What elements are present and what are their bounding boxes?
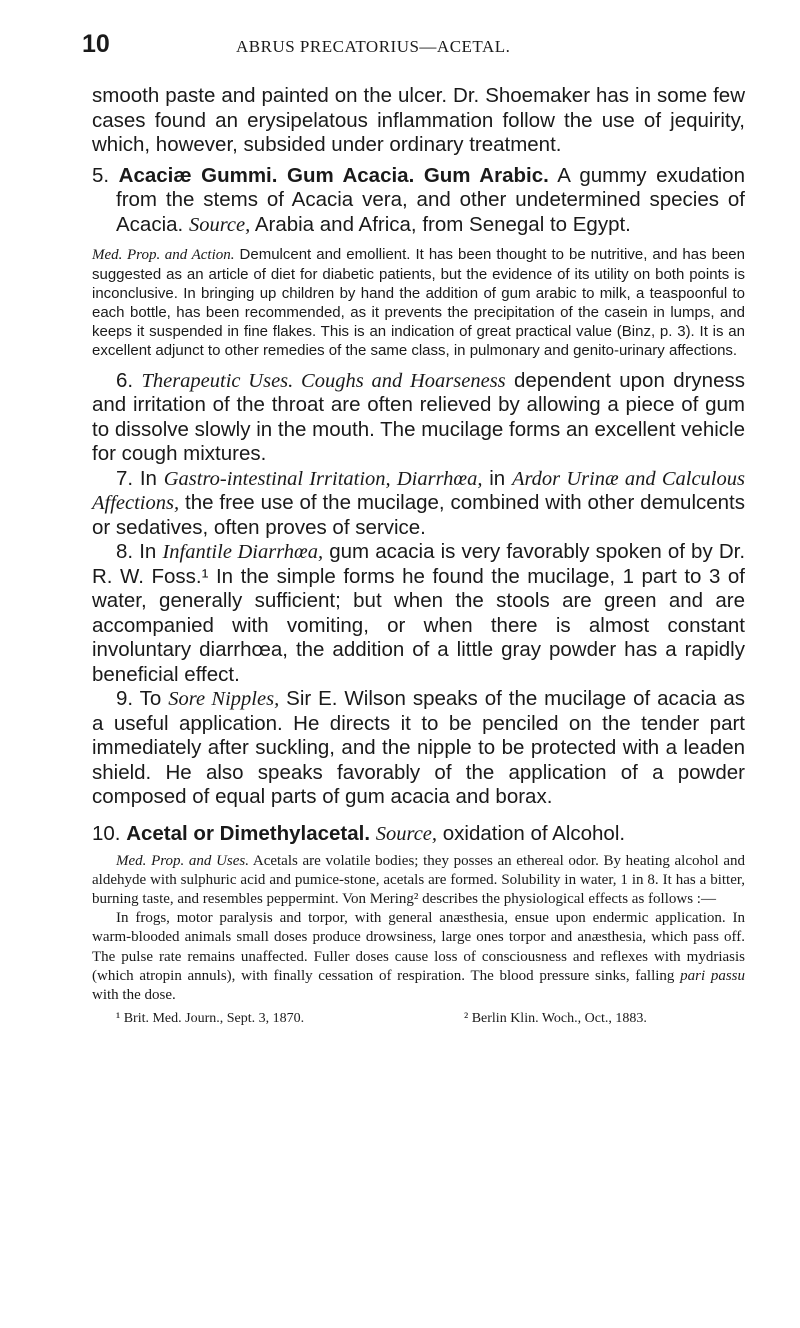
- acacia-med-label: Med. Prop. and Action.: [92, 247, 235, 263]
- acacia-source: Arabia and Africa, from Senegal to Egypt.: [254, 212, 631, 236]
- running-title: ABRUS PRECATORIUS—ACETAL.: [236, 37, 511, 56]
- use-item: [92, 467, 745, 541]
- acacia-source-label: Source,: [188, 213, 251, 236]
- acacia-med-prop: [92, 245, 745, 361]
- acetal-med-prop: [92, 852, 745, 909]
- acetal-frogs-text: In frogs, motor paralysis and torpor, with general anæsthesia, ensue upon endermic application. In warm-blooded animals small doses produce drowsiness, large ones torpor and anæsthesia, which pass off. The pulse rate remains unaffected. Fuller doses cause loss of consciousness and reflexes with mydriasis (which atropin annuls), with finally cessation of respiration. The blood pressure sinks, falling: [92, 910, 745, 984]
- acacia-entry: [92, 164, 745, 238]
- use-number: 7.: [116, 466, 134, 490]
- acetal-frogs-end: with the dose.: [92, 986, 176, 1003]
- footnotes: [92, 1009, 745, 1028]
- acacia-title: Acaciæ Gummi. Gum Acacia. Gum Arabic.: [118, 163, 549, 187]
- use-lead: In: [139, 466, 157, 490]
- use-lead: To: [139, 687, 162, 711]
- acetal-frogs-paragraph: [92, 909, 745, 1004]
- footnote: ¹ Brit. Med. Journ., Sept. 3, 1870.: [116, 1010, 305, 1026]
- acetal-number: 10.: [92, 821, 121, 845]
- acetal-title: Acetal or Dimethylacetal.: [126, 821, 371, 845]
- use-item: [92, 540, 745, 687]
- acetal-source: oxidation of Alcohol.: [442, 821, 626, 845]
- use-text: the free use of the mucilage, combined with other demulcents or sedatives, often proves of service.: [92, 491, 745, 539]
- use-number: 9.: [116, 687, 134, 711]
- use-lead: In: [139, 540, 157, 564]
- use-text: dependent upon dryness and irritation of the throat are often relieved by allowing a piece of gum to dissolve slowly in the mouth. The mucilage forms an excellent vehicle for cough mixtures.: [92, 368, 745, 466]
- acacia-med-text: Demulcent and emollient. It has been thought to be nutritive, and has been suggested as an article of diet for diabetic patients, but the evidence of its utility on both points is inconclusive. In bringing up children by hand the addition of gum arabic to milk, a teaspoonful to each bottle, has been recommended, as it prevents the precipitation of the casein in lumps, and keeps it suspended in fine flakes. This is an indication of great practical value (Binz, p. 3). It is an excellent adjunct to other remedies of the same class, in pulmonary and genito-urinary affections.: [92, 246, 745, 360]
- uses-list: [92, 369, 745, 810]
- acetal-source-label: Source,: [375, 822, 438, 845]
- use-mid: in: [489, 466, 506, 490]
- use-item: [92, 369, 745, 467]
- acetal-med-label: Med. Prop. and Uses.: [116, 853, 250, 870]
- intro-paragraph: smooth paste and painted on the ulcer. Dr. Shoemaker has in some few cases found an erysipelatous inflammation follow the use of jequirity, which, however, subsided under ordinary treatment.: [92, 84, 745, 156]
- use-text: Sir E. Wilson speaks of the mucilage of acacia as a useful application. He directs it to be penciled on the tender part immediately after suckling, and the nipple to be protected with a leaden shield. He also speaks favorably of the application of a powder composed of equal parts of gum acacia and borax.: [92, 687, 745, 809]
- page-number: 10: [82, 30, 110, 58]
- footnote: ² Berlin Klin. Woch., Oct., 1883.: [464, 1010, 647, 1026]
- use-item: [92, 687, 745, 810]
- acetal-med-text: Acetals are volatile bodies; they posses an ethereal odor. By heating alcohol and aldehyde with sulphuric acid and pumice-stone, acetals are formed. Solubility in water, 1 in 8. It has a bitter, burning taste, and resembles peppermint. Von Mering² describes the physiological effects as follows :—: [92, 853, 745, 908]
- running-header: [82, 30, 745, 64]
- use-italic: Sore Nipples,: [168, 688, 280, 711]
- use-italic: Therapeutic Uses. Coughs and Hoarseness: [141, 369, 506, 392]
- acetal-entry: [92, 822, 745, 847]
- acacia-description: A gummy exudation from the stems of Acacia vera, and other undetermined species of Acacia.: [116, 163, 745, 236]
- acacia-number: 5.: [92, 163, 110, 187]
- use-number: 6.: [116, 368, 134, 392]
- acetal-frogs-italic: pari passu: [680, 967, 745, 984]
- use-italic-2: Ardor Urinæ and Calculous Affections,: [92, 467, 745, 515]
- use-number: 8.: [116, 540, 134, 564]
- use-italic: Gastro-intestinal Irritation, Diarrhœa,: [163, 467, 483, 490]
- use-italic: Infantile Diarrhœa,: [162, 541, 324, 564]
- use-text: gum acacia is very favorably spoken of by Dr. R. W. Foss.¹ In the simple forms he found the mucilage, 1 part to 3 of water, generally sufficient; but when the stools are green and are accompanied with vomiting, or when there is almost constant involuntary diarrhœa, the addition of a little gray powder has a rapidly beneficial effect.: [92, 540, 746, 686]
